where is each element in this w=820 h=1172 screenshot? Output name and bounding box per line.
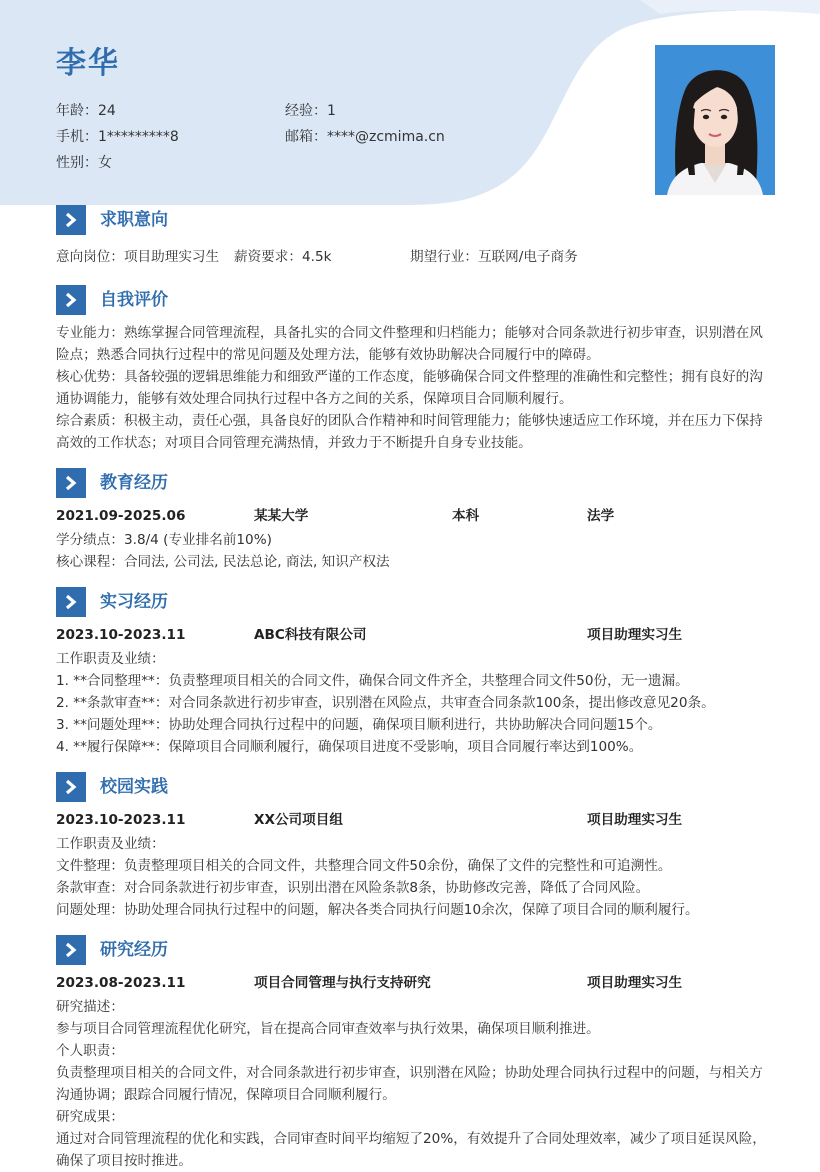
self-evaluation-paragraph: 综合素质：积极主动，责任心强，具备良好的团队合作精神和时间管理能力；能够快速适应工作环境，并在压力下保持高效的工作状态；对项目合同管理充满热情，并致力于不断提升自身专业技能。 xyxy=(56,413,763,451)
self-evaluation-paragraph: 核心优势：具备较强的逻辑思维能力和细致严谨的工作态度，能够确保合同文件整理的准确性和完整性；拥有良好的沟通协调能力，能够有效处理合同执行过程中各方之间的关系，保障项目合同顺利履行。 xyxy=(56,369,763,407)
education-gpa: 学分绩点：3.8/4 (专业排名前10%) xyxy=(56,532,272,548)
internship-period: 2023.10-2023.11 xyxy=(56,627,186,643)
section-title: 研究经历 xyxy=(100,940,168,960)
research-result: 通过对合同管理流程的优化和实践，合同审查时间平均缩短了20%，有效提升了合同处理效率，减少了项目延误风险，确保了项目按时推进。 xyxy=(56,1131,766,1169)
internship-label: 工作职责及业绩： xyxy=(56,651,165,667)
expected-industry: 期望行业：互联网/电子商务 xyxy=(410,249,578,265)
research-project: 项目合同管理与执行支持研究 xyxy=(254,975,431,991)
research-duty-label: 个人职责： xyxy=(56,1043,124,1059)
internship-item: 1. **合同整理**：负责整理项目相关的合同文件，确保合同文件齐全，共整理合同文件50份，无一遗漏。 xyxy=(56,673,689,689)
campus-label: 工作职责及业绩： xyxy=(56,836,165,852)
age-field: 年龄：24 xyxy=(56,103,116,119)
chevron-right-icon xyxy=(56,468,86,498)
internship-item: 4. **履行保障**：保障项目合同顺利履行，确保项目进度不受影响，项目合同履行率达到100%。 xyxy=(56,739,643,755)
research-period: 2023.08-2023.11 xyxy=(56,975,186,991)
gender-field: 性别：女 xyxy=(56,155,112,171)
phone-field: 手机：1*********8 xyxy=(56,129,179,145)
education-row xyxy=(56,505,768,527)
campus-item: 文件整理：负责整理项目相关的合同文件，共整理合同文件50余份，确保了文件的完整性和可追溯性。 xyxy=(56,858,672,874)
section-title: 自我评价 xyxy=(100,290,168,310)
research-desc: 参与项目合同管理流程优化研究，旨在提高合同审查效率与执行效果，确保项目顺利推进。 xyxy=(56,1021,600,1037)
campus-row xyxy=(56,809,768,831)
education-courses: 核心课程：合同法, 公司法, 民法总论, 商法, 知识产权法 xyxy=(56,554,390,570)
chevron-right-icon xyxy=(56,772,86,802)
section-title: 求职意向 xyxy=(100,210,168,230)
chevron-right-icon xyxy=(56,285,86,315)
section-title: 校园实践 xyxy=(100,777,168,797)
candidate-name: 李华 xyxy=(56,46,120,81)
education-period: 2021.09-2025.06 xyxy=(56,508,186,524)
research-role: 项目助理实习生 xyxy=(587,975,683,991)
education-major: 法学 xyxy=(587,508,615,524)
internship-role: 项目助理实习生 xyxy=(587,627,683,643)
self-evaluation-paragraph: 专业能力：熟练掌握合同管理流程，具备扎实的合同文件整理和归档能力；能够对合同条款进行初步审查，识别潜在风险点；熟悉合同执行过程中的常见问题及处理方法，能够有效协助解决合同履行中的障碍。 xyxy=(56,325,763,363)
internship-item: 3. **问题处理**：协助处理合同执行过程中的问题，确保项目顺利进行，共协助解决合同问题15个。 xyxy=(56,717,662,733)
internship-item: 2. **条款审查**：对合同条款进行初步审查，识别潜在风险点，共审查合同条款100条，提出修改意见20条。 xyxy=(56,695,715,711)
expected-salary: 薪资要求：4.5k xyxy=(234,249,332,265)
research-desc-label: 研究描述： xyxy=(56,999,124,1015)
education-school: 某某大学 xyxy=(254,508,309,524)
campus-item: 条款审查：对合同条款进行初步审查，识别出潜在风险条款8条，协助修改完善，降低了合同风险。 xyxy=(56,880,650,896)
section-title: 教育经历 xyxy=(100,473,168,493)
chevron-right-icon xyxy=(56,935,86,965)
research-result-label: 研究成果： xyxy=(56,1109,124,1125)
internship-company: ABC科技有限公司 xyxy=(254,627,367,643)
education-degree: 本科 xyxy=(452,508,480,524)
internship-row xyxy=(56,624,768,646)
intended-position: 意向岗位：项目助理实习生 xyxy=(56,249,220,265)
profile-photo xyxy=(655,45,775,195)
research-duty: 负责整理项目相关的合同文件，对合同条款进行初步审查，识别潜在风险；协助处理合同执行过程中的问题，与相关方沟通协调；跟踪合同履行情况，保障项目合同顺利履行。 xyxy=(56,1065,763,1103)
campus-org: XX公司项目组 xyxy=(254,812,343,828)
campus-item: 问题处理：协助处理合同执行过程中的问题，解决各类合同执行问题10余次，保障了项目合同的顺利履行。 xyxy=(56,902,699,918)
chevron-right-icon xyxy=(56,587,86,617)
campus-period: 2023.10-2023.11 xyxy=(56,812,186,828)
experience-field: 经验：1 xyxy=(285,103,336,119)
chevron-right-icon xyxy=(56,205,86,235)
section-title: 实习经历 xyxy=(100,592,168,612)
campus-role: 项目助理实习生 xyxy=(587,812,683,828)
email-field: 邮箱：****@zcmima.cn xyxy=(285,129,445,145)
research-row xyxy=(56,972,768,994)
